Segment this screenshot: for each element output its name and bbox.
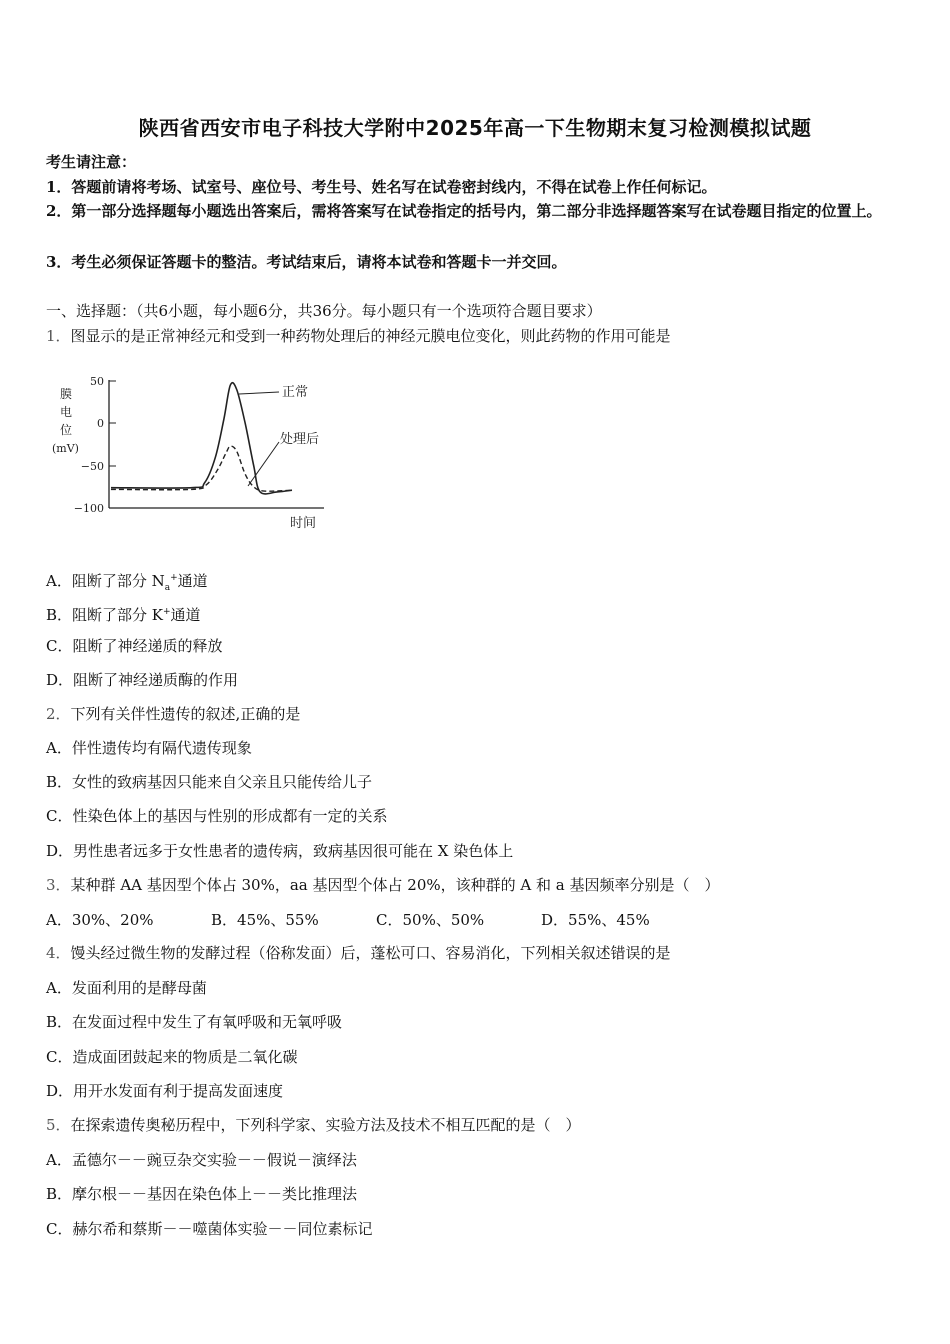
question-text: 图显示的是正常神经元和受到一种药物处理后的神经元膜电位变化，则此药物的作用可能是 xyxy=(70,327,671,345)
q2-option-d: D．男性患者远多于女性患者的遗传病，致病基因很可能在 X 染色体上 xyxy=(46,842,514,860)
q4-option-a: A．发面利用的是酵母菌 xyxy=(46,979,207,997)
option-subscript: a xyxy=(164,583,171,593)
notice-heading: 考生请注意： xyxy=(46,153,137,171)
membrane-potential-chart xyxy=(46,366,346,536)
q3-option-c: C．50%、50% xyxy=(376,911,485,929)
q1-option-c: C．阻断了神经递质的释放 xyxy=(46,637,223,655)
question-number: 4． xyxy=(46,944,71,962)
option-superscript: + xyxy=(170,573,178,583)
question-text: 下列有关伴性遗传的叙述,正确的是 xyxy=(70,705,301,723)
question-4-stem xyxy=(46,943,671,963)
q3-option-b: B．45%、55% xyxy=(211,911,319,929)
question-number: 5． xyxy=(46,1116,71,1134)
question-2-stem xyxy=(46,704,300,724)
option-text: 通道 xyxy=(170,606,201,624)
question-5-stem xyxy=(46,1115,581,1135)
option-text: B．阻断了部分 K xyxy=(46,606,163,624)
question-1-stem xyxy=(46,326,671,346)
q3-option-a: A．30%、20% xyxy=(46,911,154,929)
question-number: 1． xyxy=(46,327,71,345)
y-axis-label-unit: (mV) xyxy=(52,442,79,455)
y-axis-label-char: 电 xyxy=(60,405,73,419)
notice-item-2: 2．第一部分选择题每小题选出答案后，需将答案写在试卷指定的括号内，第二部分非选择题答案写在试卷题目指定的位置上。 xyxy=(46,202,882,220)
y-tick-label: 0 xyxy=(97,417,104,430)
page-title: 陕西省西安市电子科技大学附中2025年高一下生物期末复习检测模拟试题 xyxy=(138,116,812,140)
notice-item-3: 3．考生必须保证答题卡的整洁。考试结束后，请将本试卷和答题卡一并交回。 xyxy=(46,253,567,271)
question-3-stem xyxy=(46,875,719,895)
q1-option-b xyxy=(46,602,201,625)
option-text: 通道 xyxy=(177,572,208,590)
section-heading: 一、选择题：（共6小题，每小题6分，共36分。每小题只有一个选项符合题目要求） xyxy=(46,302,602,320)
q1-option-a xyxy=(46,568,208,598)
series-line-treated xyxy=(111,446,292,491)
q5-option-b: B．摩尔根－－基因在染色体上－－类比推理法 xyxy=(46,1185,358,1203)
y-tick-label: −50 xyxy=(80,460,104,473)
y-axis-label-char: 位 xyxy=(60,423,73,437)
option-superscript: + xyxy=(163,607,171,617)
q2-option-c: C．性染色体上的基因与性别的形成都有一定的关系 xyxy=(46,807,388,825)
y-tick-label: −100 xyxy=(73,502,104,515)
question-text: 在探索遗传奥秘历程中，下列科学家、实验方法及技术不相互匹配的是（ ） xyxy=(70,1116,581,1134)
q4-option-b: B．在发面过程中发生了有氧呼吸和无氧呼吸 xyxy=(46,1013,343,1031)
q2-option-b: B．女性的致病基因只能来自父亲且只能传给儿子 xyxy=(46,773,373,791)
series-line-normal xyxy=(111,383,292,494)
x-axis-label: 时间 xyxy=(290,516,317,531)
q3-option-d: D．55%、45% xyxy=(541,911,650,929)
y-tick-label: 50 xyxy=(90,375,104,388)
option-text: A．阻断了部分 N xyxy=(46,572,165,590)
question-text: 某种群 AA 基因型个体占 30%，aa 基因型个体占 20%，该种群的 A 和 a 基因频率分别是（ ） xyxy=(70,876,720,894)
series-label-treated: 处理后 xyxy=(280,432,320,447)
question-number: 3． xyxy=(46,876,71,894)
q5-option-a: A．孟德尔－－豌豆杂交实验－－假说－演绎法 xyxy=(46,1151,357,1169)
q4-option-d: D．用开水发面有利于提高发面速度 xyxy=(46,1082,284,1100)
q2-option-a: A．伴性遗传均有隔代遗传现象 xyxy=(46,739,252,757)
question-text: 馒头经过微生物的发酵过程（俗称发面）后，蓬松可口、容易消化，下列相关叙述错误的是 xyxy=(70,944,671,962)
series-label-normal: 正常 xyxy=(282,385,309,400)
q5-option-c: C．赫尔希和蔡斯－－噬菌体实验－－同位素标记 xyxy=(46,1220,373,1238)
question-number: 2． xyxy=(46,705,71,723)
y-axis-label xyxy=(52,387,79,455)
q1-option-d: D．阻断了神经递质酶的作用 xyxy=(46,671,239,689)
notice-item-1: 1．答题前请将考场、试室号、座位号、考生号、姓名写在试卷密封线内，不得在试卷上作任何标记。 xyxy=(46,178,717,196)
label-leader-normal xyxy=(239,392,279,394)
y-axis-label-char: 膜 xyxy=(60,387,73,401)
q3-options xyxy=(46,909,906,930)
q4-option-c: C．造成面团鼓起来的物质是二氧化碳 xyxy=(46,1048,298,1066)
